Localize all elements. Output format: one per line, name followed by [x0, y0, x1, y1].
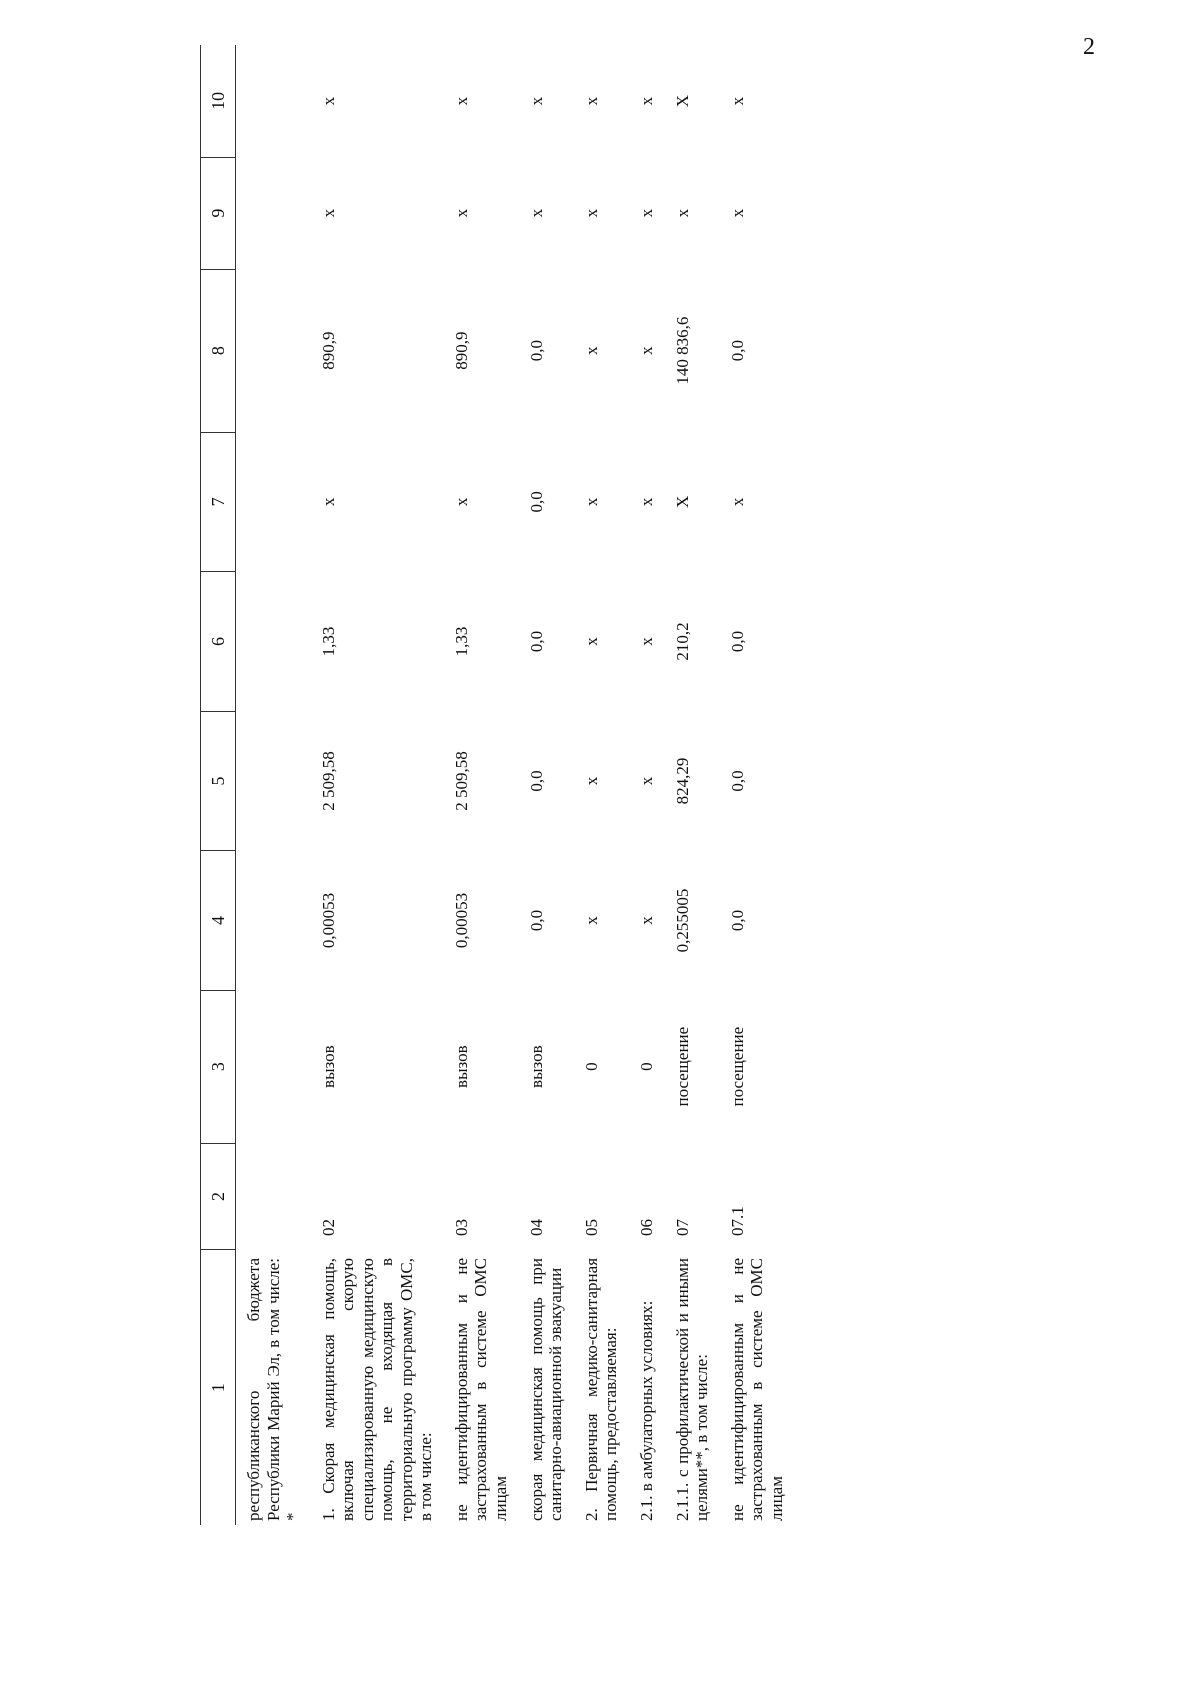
cell-col8: 890,9 — [451, 331, 471, 370]
column-number-row — [201, 45, 236, 1525]
cell-col4: 0,00053 — [451, 892, 471, 949]
cell-col10: x — [581, 96, 601, 106]
cell-col4: 0,00053 — [318, 892, 338, 949]
cell-col4: 0,0 — [727, 909, 747, 932]
cell-col5: 2 509,58 — [318, 751, 338, 811]
cell-col9: x — [451, 208, 471, 218]
cell-col5: 824,29 — [672, 757, 692, 805]
cell-col4: 0,255005 — [672, 888, 692, 953]
rotated-table-wrapper — [200, 45, 980, 1525]
col-header-2: 2 — [201, 1143, 236, 1250]
cell-col6: 210,2 — [672, 622, 692, 661]
cell-col6: 1,33 — [451, 626, 471, 657]
cell-col7: x — [318, 497, 338, 507]
cell-col6: 0,0 — [526, 630, 546, 653]
page-number: 2 — [1083, 34, 1095, 60]
row-description: республиканского бюджета Республики Марий Эл, в том числе: * — [244, 1257, 303, 1521]
row-description: 2.1. в амбулаторных условиях: — [636, 1300, 656, 1521]
cell-col9: x — [526, 208, 546, 218]
cell-col7: x — [451, 497, 471, 507]
row-description: скорая медицинская помощь при санитарно-авиационной эвакуации — [526, 1257, 566, 1521]
row-code: 05 — [581, 1218, 601, 1236]
col-header-8: 8 — [201, 269, 236, 432]
col-header-9: 9 — [201, 157, 236, 269]
cell-col6: x — [636, 637, 656, 646]
cell-col4: x — [636, 916, 656, 925]
row-description: 1. Скорая медицинская помощь, включая скорую специализированную медицинскую помощь, не входящая в территориальную программу ОМС, в том числе: — [318, 1257, 436, 1521]
cell-col9: x — [318, 208, 338, 218]
col-header-1: 1 — [201, 1250, 236, 1525]
table-row — [720, 45, 795, 1525]
cell-col7 — [236, 432, 311, 572]
row-unit: посещение — [727, 1026, 747, 1107]
row-unit: 0 — [581, 1062, 601, 1071]
cell-col5: 0,0 — [727, 770, 747, 792]
row-code: 02 — [318, 1218, 338, 1236]
cell-col9: x — [727, 208, 747, 218]
cell-col8: x — [581, 346, 601, 355]
cell-col4: 0,0 — [526, 909, 546, 932]
cell-col10: X — [672, 94, 692, 108]
cell-col7: x — [727, 497, 747, 507]
row-unit — [236, 990, 311, 1143]
col-header-3: 3 — [201, 990, 236, 1143]
cell-col7: x — [581, 497, 601, 507]
cell-col7: 0,0 — [526, 491, 546, 513]
cell-col6 — [236, 572, 311, 712]
cell-col10: x — [636, 96, 656, 106]
cell-col6: 1,33 — [318, 626, 338, 657]
row-unit: вызов — [318, 1045, 338, 1088]
col-header-7: 7 — [201, 432, 236, 572]
financing-table — [200, 45, 794, 1525]
table-row — [519, 45, 574, 1525]
cell-col5: 2 509,58 — [451, 751, 471, 811]
table-row — [629, 45, 665, 1525]
table-row — [444, 45, 519, 1525]
table-row — [665, 45, 720, 1525]
col-header-5: 5 — [201, 711, 236, 851]
row-code: 07.1 — [727, 1206, 747, 1236]
row-description: 2. Первичная медико-санитарная помощь, предоставляемая: — [581, 1257, 621, 1521]
cell-col7: X — [672, 495, 692, 509]
cell-col4: x — [581, 916, 601, 925]
row-code — [236, 1143, 311, 1250]
cell-col10 — [236, 45, 311, 157]
cell-col9: x — [672, 208, 692, 218]
cell-col9 — [236, 157, 311, 269]
cell-col8: x — [636, 346, 656, 355]
row-unit: вызов — [451, 1045, 471, 1088]
cell-col10: x — [727, 96, 747, 106]
cell-col8 — [236, 269, 311, 432]
row-code: 03 — [451, 1218, 471, 1236]
row-description: не идентифицированным и не застрахованным в системе ОМС лицам — [727, 1257, 786, 1521]
cell-col5 — [236, 711, 311, 851]
cell-col6: 0,0 — [727, 630, 747, 653]
table-row — [311, 45, 444, 1525]
cell-col10: x — [526, 96, 546, 106]
cell-col5: 0,0 — [526, 770, 546, 792]
row-code: 06 — [636, 1218, 656, 1236]
col-header-4: 4 — [201, 851, 236, 991]
cell-col9: x — [636, 208, 656, 218]
row-description: не идентифицированным и не застрахованным в системе ОМС лицам — [451, 1257, 511, 1521]
row-unit: вызов — [526, 1045, 546, 1088]
cell-col5: x — [636, 776, 656, 786]
row-code: 07 — [672, 1218, 692, 1236]
row-description: 2.1.1. с профилактической и иными целями**, в том числе: — [672, 1257, 712, 1521]
table-row — [236, 45, 311, 1525]
cell-col8: 0,0 — [526, 340, 546, 362]
cell-col8: 140 836,6 — [672, 316, 692, 385]
row-unit: посещение — [672, 1026, 692, 1107]
cell-col8: 0,0 — [727, 340, 747, 362]
cell-col7: x — [636, 497, 656, 507]
cell-col10: x — [451, 96, 471, 106]
cell-col9: x — [581, 208, 601, 218]
table-row — [574, 45, 629, 1525]
cell-col5: x — [581, 776, 601, 786]
col-header-6: 6 — [201, 572, 236, 712]
col-header-10: 10 — [207, 91, 228, 110]
row-code: 04 — [526, 1218, 546, 1236]
cell-col6: x — [581, 637, 601, 646]
row-unit: 0 — [636, 1062, 656, 1071]
cell-col8: 890,9 — [318, 331, 338, 370]
cell-col4 — [236, 851, 311, 991]
cell-col10: x — [318, 96, 338, 106]
